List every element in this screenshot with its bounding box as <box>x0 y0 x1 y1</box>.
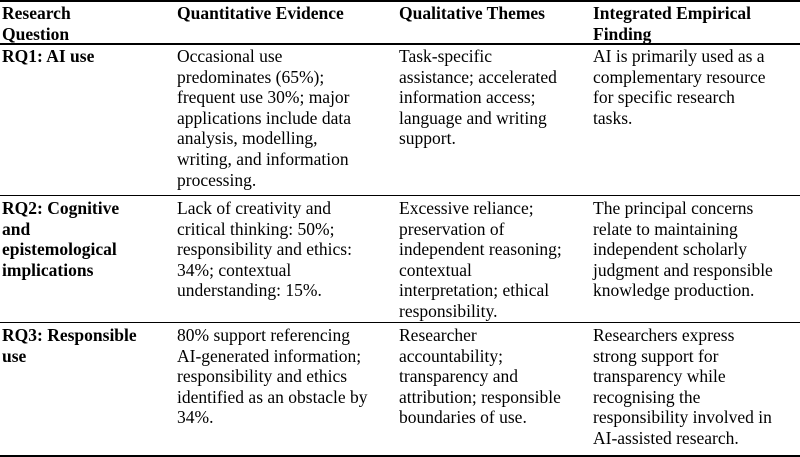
cell-line: responsibility involved in <box>593 407 772 428</box>
cell-line: use <box>2 345 27 366</box>
cell-line: responsibility and ethics <box>177 366 348 387</box>
cell-line: tasks. <box>593 107 633 128</box>
cell-line: responsibility and ethics: <box>177 239 352 260</box>
row2-finding <box>593 198 773 301</box>
cell-line: The principal concerns <box>593 198 754 218</box>
cell-line: assistance; accelerated <box>399 66 557 87</box>
cell-line: RQ3: Responsible <box>2 325 137 345</box>
row3-quantitative <box>177 325 368 428</box>
cell-line: Lack of creativity and <box>177 198 332 218</box>
row2-quantitative <box>177 198 352 301</box>
cell-line: independent scholarly <box>593 239 748 260</box>
cell-line: strong support for <box>593 345 719 366</box>
row3-finding <box>593 325 772 449</box>
cell-line: writing, and information <box>177 148 349 169</box>
cell-line: relate to maintaining <box>593 218 738 239</box>
cell-line: accountability; <box>399 345 503 366</box>
cell-line: support. <box>399 128 456 149</box>
cell-line: responsibility. <box>399 300 498 321</box>
header-line: Question <box>2 23 70 44</box>
row3-question <box>2 325 137 366</box>
cell-line: independent reasoning; <box>399 239 562 260</box>
cell-line: information access; <box>399 87 536 108</box>
row2-question <box>2 198 119 280</box>
row2-qualitative <box>399 198 562 322</box>
row1-quantitative <box>177 46 351 190</box>
cell-line: RQ2: Cognitive <box>2 198 120 218</box>
cell-line: interpretation; ethical <box>399 280 550 301</box>
cell-line: processing. <box>177 169 257 190</box>
cell-line: 34%; contextual <box>177 259 292 280</box>
cell-line: implications <box>2 259 94 280</box>
cell-line: Task-specific <box>399 46 493 66</box>
cell-line: critical thinking: 50%; <box>177 218 335 239</box>
cell-line: preservation of <box>399 218 505 239</box>
cell-line: complementary resource <box>593 66 766 87</box>
cell-line: transparency while <box>593 366 726 387</box>
table-rule-top <box>0 0 800 2</box>
cell-line: boundaries of use. <box>399 407 527 428</box>
cell-line: analysis, modelling, <box>177 128 318 149</box>
cell-line: RQ1: AI use <box>2 46 95 66</box>
header-research-question <box>2 3 71 44</box>
row1-question <box>2 46 94 67</box>
cell-line: Researchers express <box>593 325 735 345</box>
cell-line: AI is primarily used as a <box>593 46 765 66</box>
cell-line: predominates (65%); <box>177 66 325 87</box>
row3-qualitative <box>399 325 561 428</box>
row1-finding <box>593 46 766 128</box>
cell-line: Occasional use <box>177 46 283 66</box>
cell-line: identified as an obstacle by <box>177 386 368 407</box>
cell-line: 34%. <box>177 407 214 428</box>
header-qualitative-themes <box>399 3 545 24</box>
header-line: Finding <box>593 23 652 44</box>
cell-line: language and writing <box>399 107 547 128</box>
header-line: Research <box>2 3 71 23</box>
cell-line: Researcher <box>399 325 477 345</box>
cell-line: attribution; responsible <box>399 386 561 407</box>
cell-line: contextual <box>399 259 472 280</box>
table-rule-row2 <box>0 322 800 323</box>
cell-line: and <box>2 218 31 239</box>
table-rule-row1 <box>0 195 800 196</box>
cell-line: knowledge production. <box>593 280 755 301</box>
header-quantitative-evidence <box>177 3 344 24</box>
header-integrated-finding <box>593 3 751 44</box>
cell-line: epistemological <box>2 239 117 260</box>
cell-line: AI-assisted research. <box>593 427 739 448</box>
cell-line: frequent use 30%; major <box>177 87 350 108</box>
header-line: Qualitative Themes <box>399 3 545 23</box>
header-line: Integrated Empirical <box>593 3 751 23</box>
header-line: Quantitative Evidence <box>177 3 344 23</box>
cell-line: transparency and <box>399 366 519 387</box>
cell-line: for specific research <box>593 87 735 108</box>
cell-line: applications include data <box>177 107 351 128</box>
cell-line: AI-generated information; <box>177 345 362 366</box>
cell-line: judgment and responsible <box>593 259 773 280</box>
cell-line: understanding: 15%. <box>177 280 322 301</box>
row1-qualitative <box>399 46 557 149</box>
cell-line: recognising the <box>593 386 701 407</box>
cell-line: 80% support referencing <box>177 325 350 345</box>
cell-line: Excessive reliance; <box>399 198 534 218</box>
